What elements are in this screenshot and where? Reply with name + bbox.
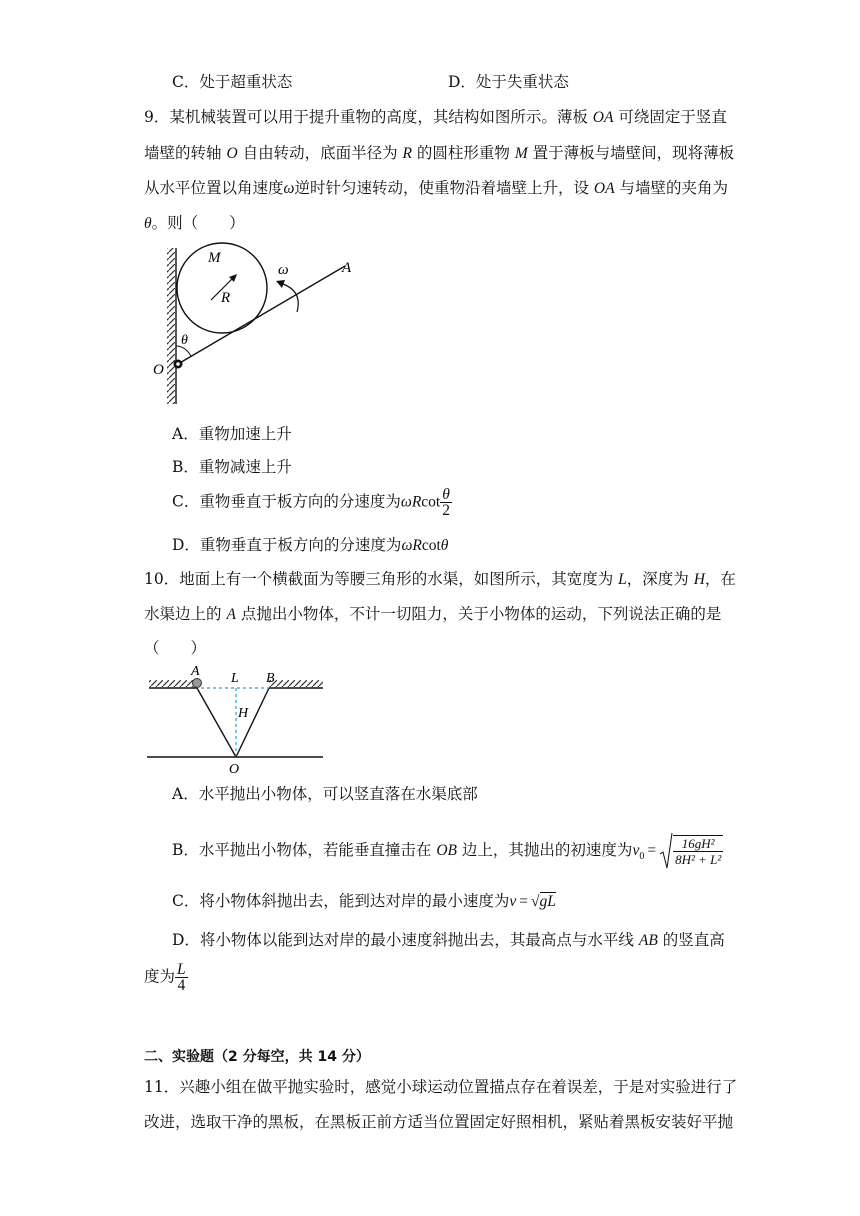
equals: = xyxy=(647,842,657,859)
var-oa: OA xyxy=(593,180,615,197)
channel-side-ao xyxy=(197,688,236,757)
text: 墙壁的转轴 xyxy=(144,144,227,162)
text: 的圆柱形重物 xyxy=(411,144,515,162)
label-l: L xyxy=(231,671,239,686)
fraction xyxy=(673,835,723,867)
text: D．重物垂直于板方向的分速度为 xyxy=(172,536,402,554)
text: 点抛出小物体，不计一切阻力，关于小物体的运动，下列说法正确的是 xyxy=(235,605,722,623)
cot: cot xyxy=(421,493,441,511)
text: 边上，其抛出的初速度为 xyxy=(457,841,633,859)
q10-option-c xyxy=(172,891,556,912)
q10-stem-line2 xyxy=(144,604,721,625)
wall-hatch xyxy=(167,248,175,404)
var-a: A xyxy=(226,606,236,623)
label-omega: ω xyxy=(278,262,289,278)
text: ，深度为 xyxy=(626,570,694,588)
label-r: R xyxy=(221,290,231,306)
q10-option-a: A．水平抛出小物体，可以竖直落在水渠底部 xyxy=(172,785,478,803)
equals: = xyxy=(519,893,529,910)
q10-option-d-line2 xyxy=(144,962,188,993)
label-h: H xyxy=(238,706,249,721)
fraction xyxy=(440,487,452,518)
text: 9．某机械装置可以用于提升重物的高度，其结构如图所示。薄板 xyxy=(144,108,593,126)
fraction xyxy=(175,962,188,993)
q10-figure xyxy=(145,662,330,777)
q9-option-a: A．重物加速上升 xyxy=(172,425,292,443)
text: 度为 xyxy=(144,967,176,986)
ball-a xyxy=(193,679,202,688)
board-oa xyxy=(178,266,345,364)
theta: θ xyxy=(440,537,449,554)
q11-stem-line2: 改进，选取干净的黑板，在黑板正前方适当位置固定好照相机，紧贴着黑板安装好平抛 xyxy=(144,1113,734,1131)
q9-figure xyxy=(145,240,370,410)
var-h: H xyxy=(693,571,705,588)
var-oa: OA xyxy=(592,109,614,126)
q9-stem-line1 xyxy=(144,107,727,128)
var-r: R xyxy=(402,145,412,162)
q8-option-d: D．处于失重状态 xyxy=(448,73,569,91)
q9-option-c xyxy=(172,487,452,518)
section-heading: 二、实验题（2 分每空，共 14 分） xyxy=(144,1049,370,1065)
frac-num: 16gH² xyxy=(673,836,723,852)
text: 10．地面上有一个横截面为等腰三角形的水渠，如图所示，其宽度为 xyxy=(144,570,619,588)
frac-den: 8H² + L² xyxy=(675,852,722,867)
text: ，在 xyxy=(704,570,736,588)
radical-sign xyxy=(659,832,673,870)
q10-option-d-line1 xyxy=(172,930,725,951)
label-theta: θ xyxy=(181,333,188,348)
label-b: B xyxy=(266,671,275,686)
ground-hatch-right xyxy=(269,680,323,687)
q10-stem-line3: （ ） xyxy=(144,639,207,657)
text: D．将小物体以能到达对岸的最小速度斜抛出去，其最高点与水平线 xyxy=(172,931,639,949)
pivot-o-inner xyxy=(176,362,180,366)
q9-stem-line3 xyxy=(144,178,728,199)
frac-den: 4 xyxy=(177,977,186,994)
label-a: A xyxy=(342,260,352,276)
label-a: A xyxy=(191,664,200,679)
text: 逆时针匀速转动，使重物沿着墙壁上升，设 xyxy=(294,179,594,197)
text: 自由转动，底面半径为 xyxy=(237,144,403,162)
text: C．将小物体斜抛出去，能到达对岸的最小速度为 xyxy=(172,892,510,910)
text: 从水平位置以角速度 xyxy=(144,179,284,197)
radicand: gL xyxy=(539,893,556,910)
frac-num: θ xyxy=(440,487,452,503)
text: 的竖直高 xyxy=(657,931,725,949)
var-v: v xyxy=(632,842,640,859)
q9-stem-line4 xyxy=(144,213,245,234)
expr: ωR xyxy=(400,493,422,511)
channel-side-bo xyxy=(236,688,269,757)
frac-num: L xyxy=(177,961,186,978)
text: 置于薄板与墙壁间，现将薄板 xyxy=(527,144,735,162)
q8-option-c: C．处于超重状态 xyxy=(172,73,293,91)
label-o: O xyxy=(153,362,164,378)
sqrt-expr xyxy=(659,832,723,870)
var-v: v xyxy=(509,893,517,910)
cot: cot xyxy=(421,537,441,554)
text: 。则（ ） xyxy=(151,214,245,232)
var-o: O xyxy=(226,145,238,162)
rotation-arrow-arc xyxy=(280,283,298,312)
text: 水渠边上的 xyxy=(144,605,227,623)
text: C．重物垂直于板方向的分速度为 xyxy=(172,492,401,511)
radical-sign: √ xyxy=(531,893,540,910)
frac-den: 2 xyxy=(442,502,450,519)
var-m: M xyxy=(514,145,528,162)
label-o: O xyxy=(229,762,240,777)
subscript-0: 0 xyxy=(639,851,645,863)
ground-hatch-left xyxy=(149,680,195,687)
text: 可绕固定于竖直 xyxy=(613,108,727,126)
q10-option-b xyxy=(172,832,723,870)
q9-stem-line2 xyxy=(144,143,734,164)
text: B．水平抛出小物体，若能垂直撞击在 xyxy=(172,841,437,859)
var-ab: AB xyxy=(638,932,658,949)
var-theta: θ xyxy=(144,215,152,232)
q9-option-b: B．重物减速上升 xyxy=(172,458,292,476)
q11-stem-line1: 11．兴趣小组在做平抛实验时，感觉小球运动位置描点存在着误差，于是对实验进行了 xyxy=(144,1078,738,1096)
var-omega: ω xyxy=(283,180,295,197)
var-ob: OB xyxy=(436,842,457,859)
label-m: M xyxy=(208,250,221,266)
q9-option-d xyxy=(172,535,448,556)
text: 与墙壁的夹角为 xyxy=(614,179,729,197)
expr: ωR xyxy=(401,537,422,554)
q10-stem-line1 xyxy=(144,569,736,590)
var-l: L xyxy=(618,571,627,588)
